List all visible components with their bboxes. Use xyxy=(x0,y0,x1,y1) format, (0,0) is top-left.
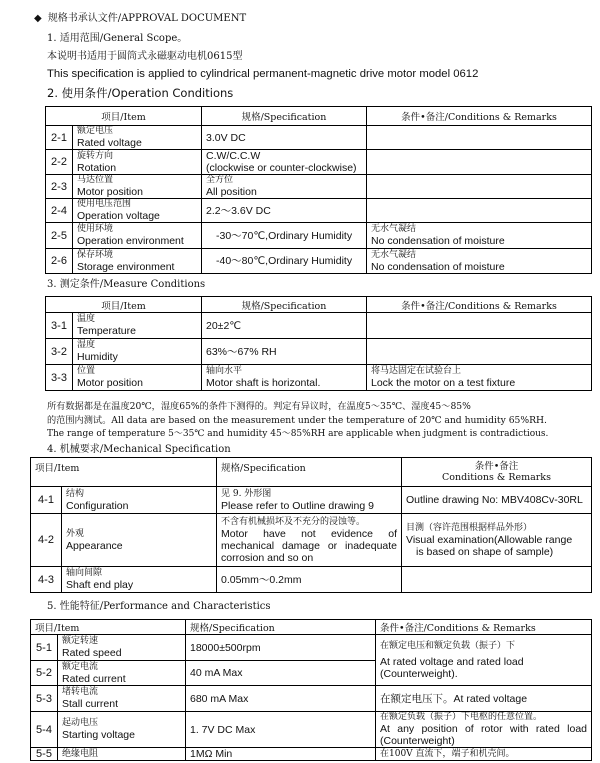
spec-value: -30～70℃,Ordinary Humidity xyxy=(202,223,367,249)
item-cn: 额定电流 xyxy=(62,661,99,672)
table-header-row xyxy=(46,297,592,313)
row-number: 4-1 xyxy=(31,487,62,514)
measure-conditions-table xyxy=(45,296,592,391)
spec-value-detail: (clockwise or counter-clockwise) xyxy=(206,162,357,174)
spec-value: All position xyxy=(206,186,257,198)
remarks-cell xyxy=(367,199,592,223)
row-number: 5-5 xyxy=(31,748,58,761)
row-number: 3-3 xyxy=(46,365,73,391)
remarks-cn: 无水气凝结 xyxy=(371,224,417,234)
item-cn: 保存环境 xyxy=(77,249,114,260)
item-en: Motor position xyxy=(77,377,143,389)
remarks-en: is based on shape of sample) xyxy=(416,545,554,558)
item-en: Operation voltage xyxy=(77,210,160,222)
row-number: 5-1 xyxy=(31,635,58,661)
row-number: 4-3 xyxy=(31,567,62,593)
row-number: 2-5 xyxy=(46,223,73,249)
performance-table xyxy=(30,619,592,761)
item-cn: 绝缘电阻 xyxy=(62,748,99,759)
row-number: 5-4 xyxy=(31,712,58,748)
spec-value: 0.05mm～0.2mm xyxy=(217,567,402,593)
header-remarks: 条件•备注/Conditions & Remarks xyxy=(367,107,592,126)
section-1-cn-text: 本说明书适用于圆筒式永磁驱动电机0615型 xyxy=(47,51,243,62)
item-cn: 使用电压范围 xyxy=(77,199,132,209)
remarks-en: No condensation of moisture xyxy=(371,235,505,247)
table-row xyxy=(31,748,592,761)
header-item: 项目/Item xyxy=(31,458,217,487)
row-number: 4-2 xyxy=(31,514,62,567)
spec-cn: 不含有机械损坏及不充分的浸蚀等。 xyxy=(221,516,366,527)
header-remarks: 条件•备注/Conditions & Remarks xyxy=(367,297,592,313)
item-en: Humidity xyxy=(77,351,118,363)
item-en: Rated speed xyxy=(62,647,122,659)
item-cn: 轴向间隙 xyxy=(66,568,103,578)
remarks-cell xyxy=(367,150,592,175)
header-remarks: 条件•备注/Conditions & Remarks xyxy=(376,620,592,635)
section-2-heading: 2. 使用条件/Operation Conditions xyxy=(47,86,234,100)
spec-value: C.W/C.C.W xyxy=(206,150,261,162)
section-1-heading: 1. 适用范围/General Scope。 xyxy=(47,33,188,44)
spec-value: Motor shaft is horizontal. xyxy=(206,377,321,389)
item-en: Configuration xyxy=(66,499,129,512)
item-cn: 额定转速 xyxy=(62,636,99,646)
spec-value: 3.0V DC xyxy=(202,126,367,150)
row-number: 5-2 xyxy=(31,661,58,686)
spec-value: 1. 7V DC Max xyxy=(186,712,376,748)
item-en: Operation environment xyxy=(77,235,184,247)
item-cn: 温度 xyxy=(77,314,96,324)
operation-conditions-table xyxy=(45,106,592,274)
table-row xyxy=(46,249,592,274)
mechanical-spec-table xyxy=(30,457,592,593)
header-item: 项目/Item xyxy=(46,107,202,126)
item-en: Storage environment xyxy=(77,260,175,273)
row-number: 2-6 xyxy=(46,249,73,274)
item-en: Shaft end play xyxy=(66,579,134,591)
item-en: Rated voltage xyxy=(77,137,142,149)
table-row xyxy=(31,635,592,661)
remarks-en: At rated voltage and rated load (Counterweight). xyxy=(380,655,524,680)
row-number: 2-4 xyxy=(46,199,73,223)
spec-line: mechanical damage or inadequate xyxy=(221,539,397,552)
row-number: 2-1 xyxy=(46,126,73,150)
measure-note-line-3: The range of temperature 5～35℃ and humidity 45～85%RH are applicable when judgment is contradictious. xyxy=(47,429,549,439)
table-row xyxy=(46,150,592,175)
item-en: Starting voltage xyxy=(62,729,135,741)
spec-value: 40 mA Max xyxy=(186,661,376,686)
item-en: Rated current xyxy=(62,672,126,685)
header-spec: 规格/Specification xyxy=(217,458,402,487)
table-row xyxy=(31,712,592,748)
item-en: Appearance xyxy=(66,539,123,552)
table-row xyxy=(31,686,592,712)
remarks-value: Outline drawing No: MBV408Cv-30RL xyxy=(402,487,592,514)
spec-value: 680 mA Max xyxy=(186,686,376,712)
table-header-row xyxy=(46,107,592,126)
section-3-heading: 3. 测定条件/Measure Conditions xyxy=(47,279,206,290)
remarks-cn: 在100V 直流下，端子和机壳间。 xyxy=(380,748,515,759)
spec-line: corrosion and so on xyxy=(221,551,314,564)
document-title-text: 规格书承认文件/APPROVAL DOCUMENT xyxy=(47,13,247,24)
spec-line: Motor have not evidence of xyxy=(221,527,397,540)
table-row xyxy=(46,339,592,365)
remarks-cn: 无水气凝结 xyxy=(371,249,417,260)
table-row xyxy=(46,365,592,391)
item-cn: 额定电压 xyxy=(77,126,114,136)
section-5-heading: 5. 性能特征/Performance and Characteristics xyxy=(47,601,271,612)
header-item: 项目/Item xyxy=(46,297,202,313)
spec-value: Please refer to Outline drawing 9 xyxy=(221,499,374,512)
spec-value: 20±2℃ xyxy=(202,313,367,339)
section-1-en-text: This specification is applied to cylindrical permanent-magnetic drive motor model 0612 xyxy=(47,68,479,80)
table-row xyxy=(46,313,592,339)
table-row xyxy=(46,223,592,249)
remarks-en: No condensation of moisture xyxy=(371,260,505,273)
remarks-cn: 在额定负载（振子）下电枢的任意位置。 xyxy=(380,712,543,722)
item-cn: 起动电压 xyxy=(62,718,99,728)
item-cn: 外观 xyxy=(66,528,85,539)
header-spec: 规格/Specification xyxy=(202,107,367,126)
measure-note-line-2: 的范围内测试。All data are based on the measurement under the temperature of 20℃ and humidity 65%RH. xyxy=(47,415,547,426)
spec-value: 2.2～3.6V DC xyxy=(202,199,367,223)
item-cn: 堵转电流 xyxy=(62,687,99,697)
remarks-en: Visual examination(Allowable range xyxy=(406,533,573,546)
table-row xyxy=(46,175,592,199)
remarks-cell xyxy=(402,567,592,593)
remarks-cell xyxy=(367,313,592,339)
table-row xyxy=(31,567,592,593)
spec-value: -40～80℃,Ordinary Humidity xyxy=(202,249,367,274)
section-4-heading: 4. 机械要求/Mechanical Specification xyxy=(47,444,231,455)
item-en: Motor position xyxy=(77,186,143,198)
remarks-cell xyxy=(367,126,592,150)
table-header-row xyxy=(31,620,592,635)
header-remarks-cn: 条件•备注 xyxy=(474,461,519,472)
table-header-row xyxy=(31,458,592,487)
header-spec: 规格/Specification xyxy=(186,620,376,635)
item-cn: 马达位置 xyxy=(77,175,114,185)
item-cn: 使用环境 xyxy=(77,224,114,234)
spec-cn: 全方位 xyxy=(206,175,234,185)
remarks-cell xyxy=(367,339,592,365)
row-number: 3-1 xyxy=(46,313,73,339)
remarks-cn: 将马达固定在试验台上 xyxy=(371,366,462,376)
header-spec: 规格/Specification xyxy=(202,297,367,313)
row-number: 2-2 xyxy=(46,150,73,175)
header-remarks-en: Conditions & Remarks xyxy=(442,472,551,483)
remarks-en: (Counterweight) xyxy=(380,735,455,747)
remarks-cell xyxy=(376,635,592,686)
remarks-en: Lock the motor on a test fixture xyxy=(371,377,516,389)
document-title xyxy=(34,13,246,25)
remarks-en: At any position of rotor with rated load xyxy=(380,723,587,735)
header-remarks xyxy=(402,458,592,487)
table-row xyxy=(31,487,592,514)
item-cn: 旋转方向 xyxy=(77,150,114,161)
spec-value: 63%～67% RH xyxy=(202,339,367,365)
measure-note-line-1: 所有数据都是在温度20℃，湿度65%的条件下测得的。判定有异议时，在温度5～35℃、湿度45～85% xyxy=(47,401,471,412)
table-row xyxy=(46,199,592,223)
item-cn: 结构 xyxy=(66,488,85,499)
item-cn: 位置 xyxy=(77,366,96,376)
item-en: Temperature xyxy=(77,325,136,337)
item-en: Rotation xyxy=(77,161,117,174)
remarks-value: 在额定电压下。At rated voltage xyxy=(376,686,592,712)
remarks-cn: 目测（容许范围根据样品外形） xyxy=(406,522,533,533)
remarks-cn: 在额定电压和额定负载（振子）下 xyxy=(380,640,516,651)
row-number: 3-2 xyxy=(46,339,73,365)
spec-value: 18000±500rpm xyxy=(186,635,376,661)
row-number: 5-3 xyxy=(31,686,58,712)
table-row xyxy=(31,514,592,567)
table-row xyxy=(46,126,592,150)
diamond-bullet-icon: ◆ xyxy=(34,13,42,24)
header-item: 项目/Item xyxy=(31,620,186,635)
spec-value: 1MΩ Min xyxy=(186,748,376,761)
spec-cn: 轴向水平 xyxy=(206,366,243,376)
item-cn: 湿度 xyxy=(77,340,96,350)
item-en: Stall current xyxy=(62,698,119,710)
row-number: 2-3 xyxy=(46,175,73,199)
remarks-cell xyxy=(367,175,592,199)
spec-cn: 见 9. 外形图 xyxy=(221,488,272,499)
